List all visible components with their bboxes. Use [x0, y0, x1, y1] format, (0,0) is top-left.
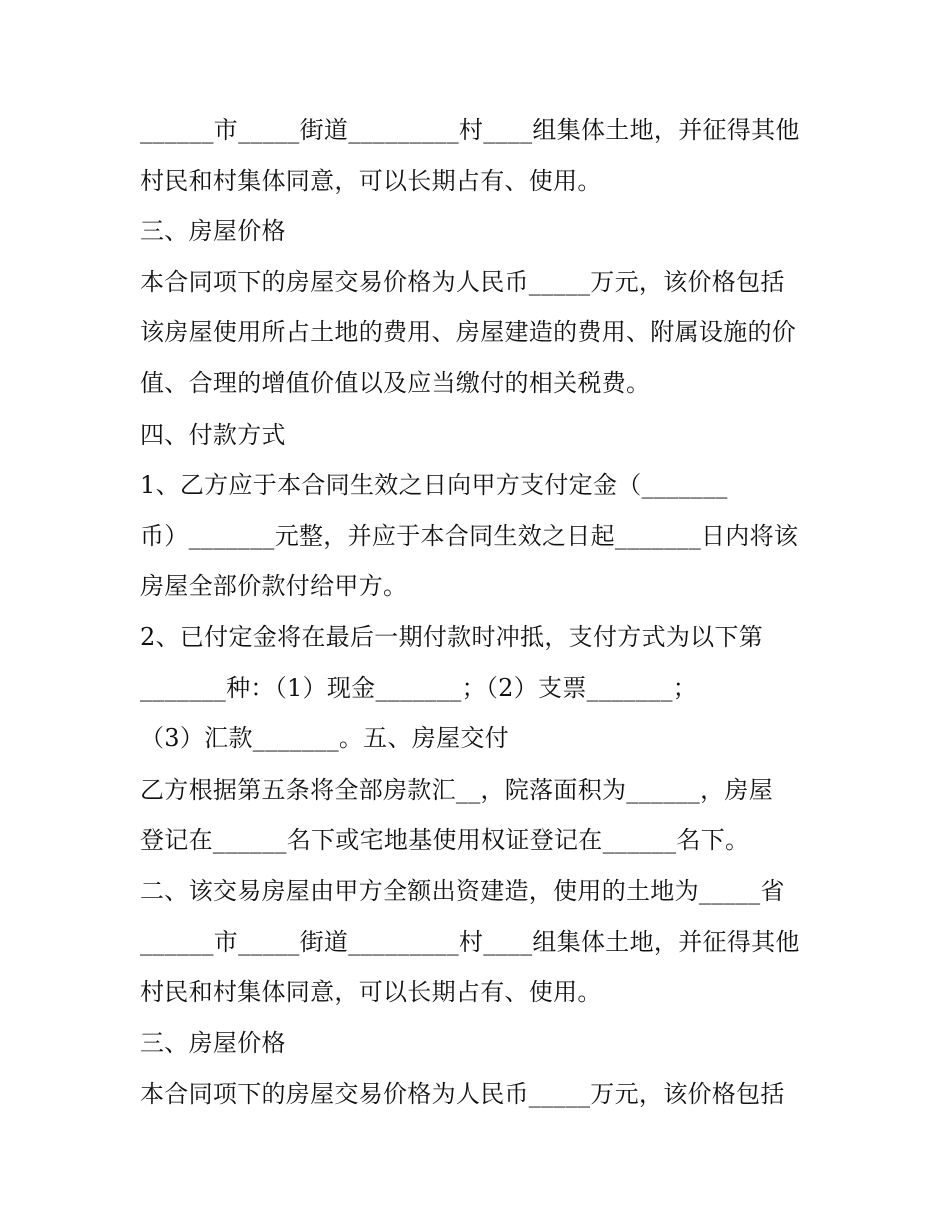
text-line: ______市_____街道_________村____组集体土地，并征得其他 [140, 116, 800, 144]
text-line: 乙方根据第五条将全部房款汇__，院落面积为______，房屋 [140, 776, 773, 804]
text-line: 房屋全部价款付给甲方。 [140, 572, 408, 600]
text-line: 值、合理的增值价值以及应当缴付的相关税费。 [140, 369, 651, 397]
text-line: 二、该交易房屋由甲方全额出资建造，使用的土地为_____省 [140, 877, 785, 905]
text-line: _______种：（1）现金_______；（2）支票_______； [140, 674, 698, 702]
section-heading: 四、付款方式 [140, 421, 286, 449]
text-line: 登记在______名下或宅地基使用权证登记在______名下。 [140, 826, 750, 854]
text-line: （3）汇款_______。五、房屋交付 [140, 724, 509, 752]
text-line: 1、乙方应于本合同生效之日向甲方支付定金（_______ [140, 471, 728, 499]
section-heading: 三、房屋价格 [140, 1029, 286, 1057]
text-line: 本合同项下的房屋交易价格为人民币_____万元，该价格包括 [140, 268, 785, 296]
text-line: 本合同项下的房屋交易价格为人民币_____万元，该价格包括 [140, 1080, 785, 1108]
text-line: 币）_______元整，并应于本合同生效之日起_______日内将该 [140, 522, 799, 550]
text-line: 该房屋使用所占土地的费用、房屋建造的费用、附属设施的价 [140, 318, 797, 346]
text-line: 村民和村集体同意，可以长期占有、使用。 [140, 978, 602, 1006]
section-heading: 三、房屋价格 [140, 217, 286, 245]
text-line: 村民和村集体同意，可以长期占有、使用。 [140, 167, 602, 195]
text-line: 2、已付定金将在最后一期付款时冲抵，支付方式为以下第 [140, 623, 764, 651]
text-line: ______市_____街道_________村____组集体土地，并征得其他 [140, 928, 800, 956]
